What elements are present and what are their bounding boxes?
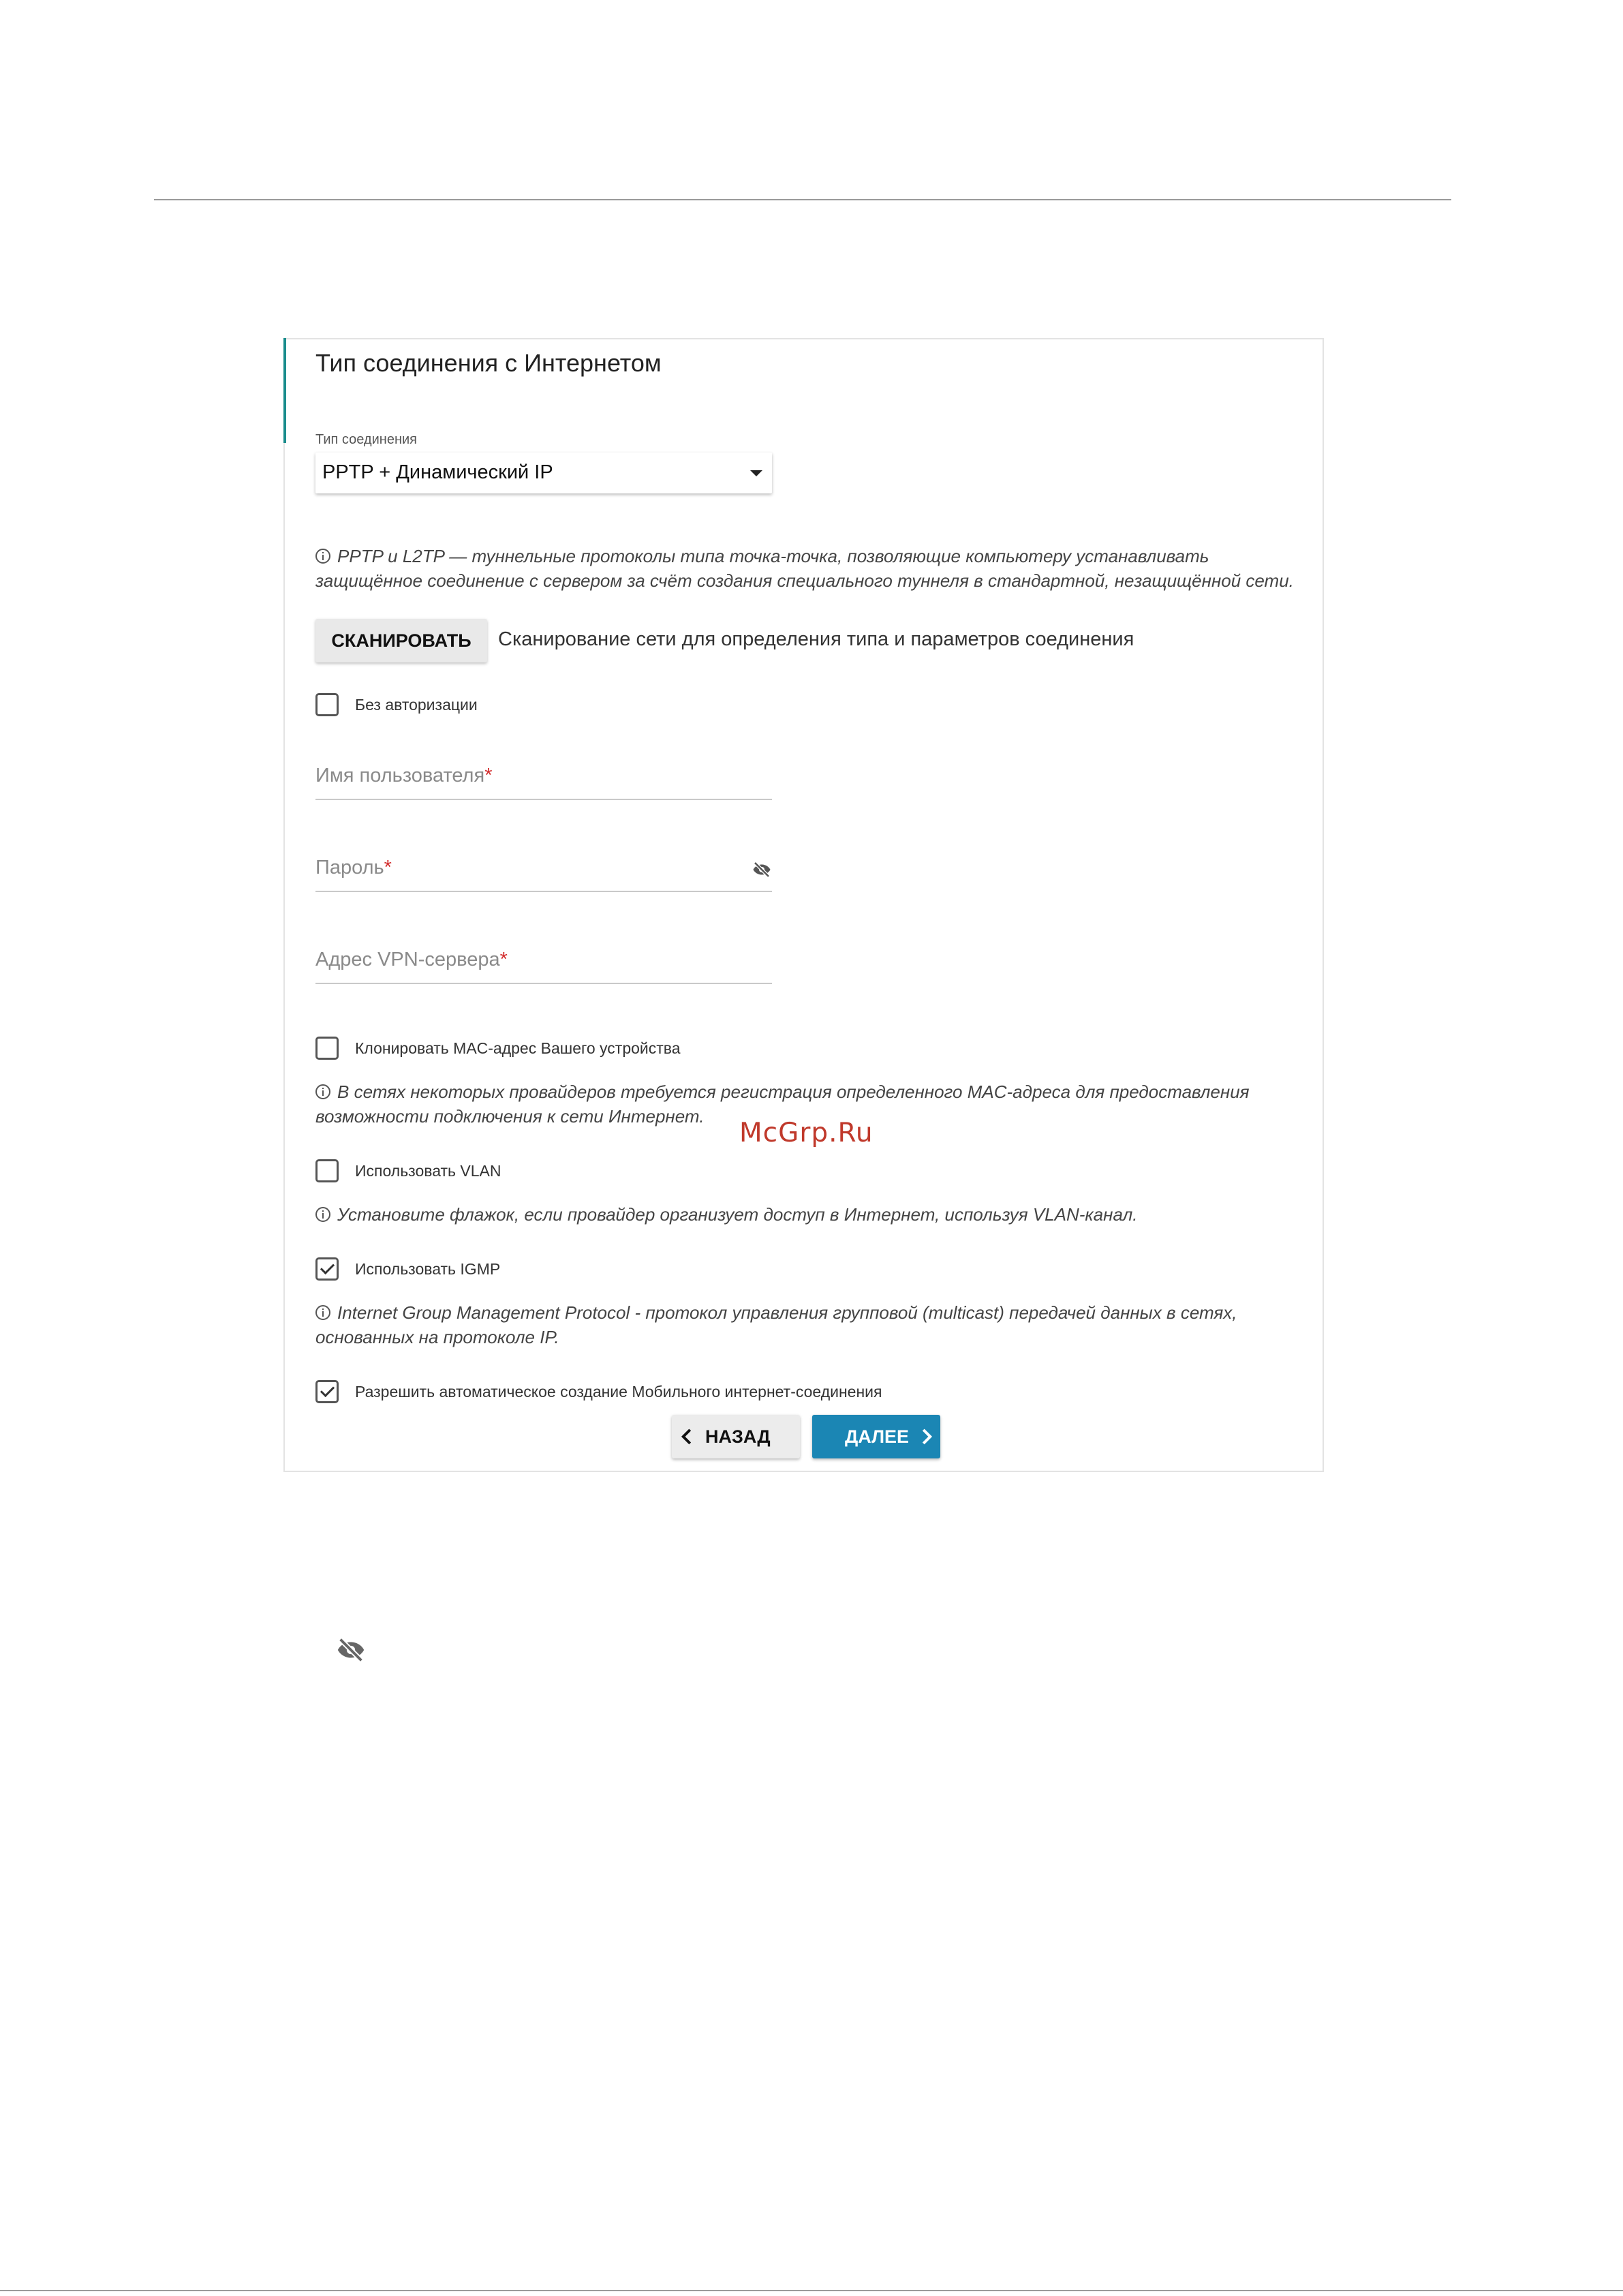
required-mark: * [384, 857, 392, 878]
no-auth-label: Без авторизации [355, 696, 478, 714]
mobile-label: Разрешить автоматическое создание Мобильного интернет-соединения [355, 1383, 882, 1400]
next-button[interactable] [812, 1415, 940, 1458]
caret-down-icon [750, 470, 762, 476]
info-icon [315, 1305, 330, 1320]
mobile-checkbox[interactable] [315, 1380, 339, 1403]
watermark: McGrp.Ru [739, 1118, 874, 1148]
required-mark: * [499, 949, 508, 970]
no-auth-checkbox[interactable] [315, 693, 339, 716]
page-title: Тип соединения с Интернетом [315, 349, 662, 377]
next-button-label: ДАЛЕЕ [845, 1426, 910, 1447]
vlan-checkbox[interactable] [315, 1159, 339, 1182]
igmp-label: Использовать IGMP [355, 1260, 501, 1278]
mac-info-note: В сетях некоторых провайдеров требуется регистрация определенного MAC-адреса для предоставления возможности подключения к сети Интернет. [315, 1082, 1250, 1127]
vpn-server-label: Адрес VPN-сервера [315, 949, 500, 970]
connection-wizard-panel [283, 338, 1324, 1472]
back-button-label: НАЗАД [705, 1426, 771, 1447]
required-mark: * [484, 765, 493, 786]
eye-slash-icon[interactable] [752, 859, 772, 880]
username-field[interactable] [315, 752, 772, 800]
back-button[interactable] [672, 1415, 800, 1458]
igmp-info-note: Internet Group Management Protocol - протокол управления групповой (multicast) передачей данных в сетях, основанных на протоколе IP. [315, 1302, 1237, 1347]
clone-mac-label: Клонировать MAC-адрес Вашего устройства [355, 1039, 681, 1057]
password-label: Пароль [315, 857, 384, 878]
chevron-left-icon [677, 1426, 698, 1448]
chevron-right-icon [916, 1426, 936, 1448]
bottom-divider [0, 2290, 1623, 2291]
top-divider [154, 199, 1451, 200]
info-icon [315, 1207, 330, 1222]
connection-type-label: Тип соединения [315, 432, 417, 447]
panel-accent-bar [283, 338, 286, 443]
info-icon [315, 549, 330, 564]
connection-type-select[interactable] [315, 453, 772, 493]
scan-description: Сканирование сети для определения типа и параметров соединения [498, 628, 1134, 650]
password-field[interactable] [315, 844, 772, 892]
username-label: Имя пользователя [315, 765, 485, 786]
eye-slash-icon [335, 1634, 367, 1666]
vlan-info-note: Установите флажок, если провайдер организует доступ в Интернет, используя VLAN-канал. [315, 1202, 1297, 1227]
clone-mac-checkbox[interactable] [315, 1037, 339, 1060]
scan-button[interactable]: СКАНИРОВАТЬ [315, 619, 487, 662]
connection-type-value: PPTP + Динамический IP [322, 461, 553, 483]
vpn-server-field[interactable] [315, 936, 772, 984]
igmp-checkbox[interactable] [315, 1257, 339, 1281]
info-icon [315, 1084, 330, 1099]
pptp-info-note: PPTP и L2TP — туннельные протоколы типа точка-точка, позволяющие компьютеру устанавливать защищённое соединение с сервером за счёт создания специального туннеля в стандартной, незащищённой сети. [315, 546, 1294, 591]
vlan-label: Использовать VLAN [355, 1162, 501, 1180]
